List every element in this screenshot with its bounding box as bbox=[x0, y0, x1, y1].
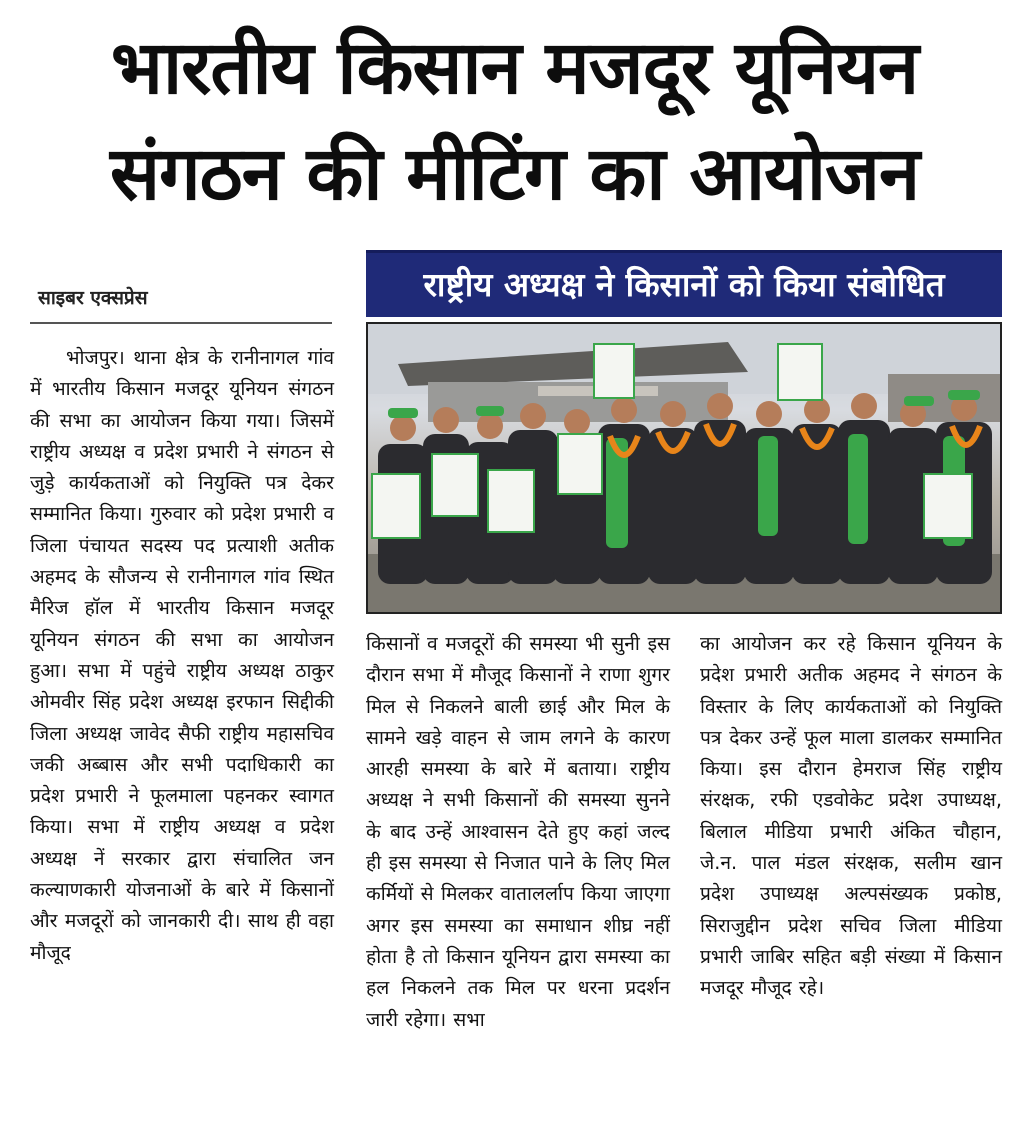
article-column-3 bbox=[700, 628, 1002, 1004]
byline-divider bbox=[30, 322, 332, 324]
headline-line-1: भारतीय किसान मजदूर यूनियन bbox=[110, 25, 919, 111]
headline-line-2: संगठन की मीटिंग का आयोजन bbox=[109, 131, 920, 217]
article-text-column-1: भोजपुर। थाना क्षेत्र के रानीनागल गांव में भारतीय किसान मजदूर यूनियन संगठन की सभा का आयोजन किया गया। जिसमें राष्ट्रीय अध्यक्ष व प्रदेश प्रभारी ने संगठन से जुड़े कार्यकताओं को नियुक्ति पत्र देकर सम्मानित किया। गुरुवार को प्रदेश प्रभारी व जिला पंचायत सदस्य पद प्रत्याशी अतीक अहमद के सौजन्य से रानीनागल गांव स्थित मैरिज हॉल में भारतीय किसान मजदूर यूनियन संगठन की सभा का आयोजन हुआ। सभा में पहुंचे राष्ट्रीय अध्यक्ष ठाकुर ओमवीर सिंह प्रदेश अध्यक्ष इरफान सिद्दीकी जिला अध्यक्ष जावेद सैफी राष्ट्रीय महासचिव जकी अब्बास और सभी पदाधिकारी का प्रदेश प्रभारी ने फूलमाला पहनकर स्वागत किया। सभा में राष्ट्रीय अध्यक्ष व प्रदेश अध्यक्ष नें सरकार द्वारा संचालित जन कल्याणकारी योजनाओं के बारे में किसानों और मजदूरों को जानकारी दी। साथ ही वहा मौजूद bbox=[30, 346, 334, 964]
article-column-1 bbox=[30, 342, 334, 968]
article-text-column-2: किसानों व मजदूरों की समस्या भी सुनी इस दौरान सभा में मौजूद किसानों ने राणा शुगर मिल से निकलने बाली छाई और मिल के सामने खड़े वाहन से जाम लगने के कारण आरही समस्या के बारे में बताया। राष्ट्रीय अध्यक्ष ने सभी किसानों की समस्या सुनने के बाद उन्हें आश्वासन देते हुए कहां जल्द ही इस समस्या से निजात पाने के लिए मिल कर्मियों से मिलकर वातालर्लाप किया जाएगा अगर इस समस्या का समाधान शीघ्र नहीं होता है तो किसान यूनियन द्वारा समस्या का हल निकलने तक मिल पर धरना प्रदर्शन जारी रहेगा। सभा bbox=[366, 632, 670, 1031]
byline: साइबर एक्सप्रेस bbox=[38, 287, 148, 309]
article-column-2 bbox=[366, 628, 670, 1035]
subheadline-banner: राष्ट्रीय अध्यक्ष ने किसानों को किया संबोधित bbox=[366, 250, 1002, 317]
article-text-column-3: का आयोजन कर रहे किसान यूनियन के प्रदेश प्रभारी अतीक अहमद ने संगठन के विस्तार के लिए कार्यकताओं को नियुक्ति पत्र देकर उन्हें फूल माला डालकर सम्मानित किया। इस दौरान हेमराज सिंह राष्ट्रीय संरक्षक, रफी एडवोकेट प्रदेश उपाध्यक्ष, बिलाल मीडिया प्रभारी अंकित चौहान, जे.न. पाल मंडल संरक्षक, सलीम खान प्रदेश उपाध्यक्ष अल्पसंख्यक प्रकोष्ठ, सिराजुद्दीन प्रदेश सचिव जिला मीडिया प्रभारी जाबिर सहित बड़ी संख्या में किसान मजदूर मौजूद रहे। bbox=[700, 632, 1002, 1000]
group-photo-illustration bbox=[368, 324, 1000, 612]
news-photo bbox=[366, 322, 1002, 614]
